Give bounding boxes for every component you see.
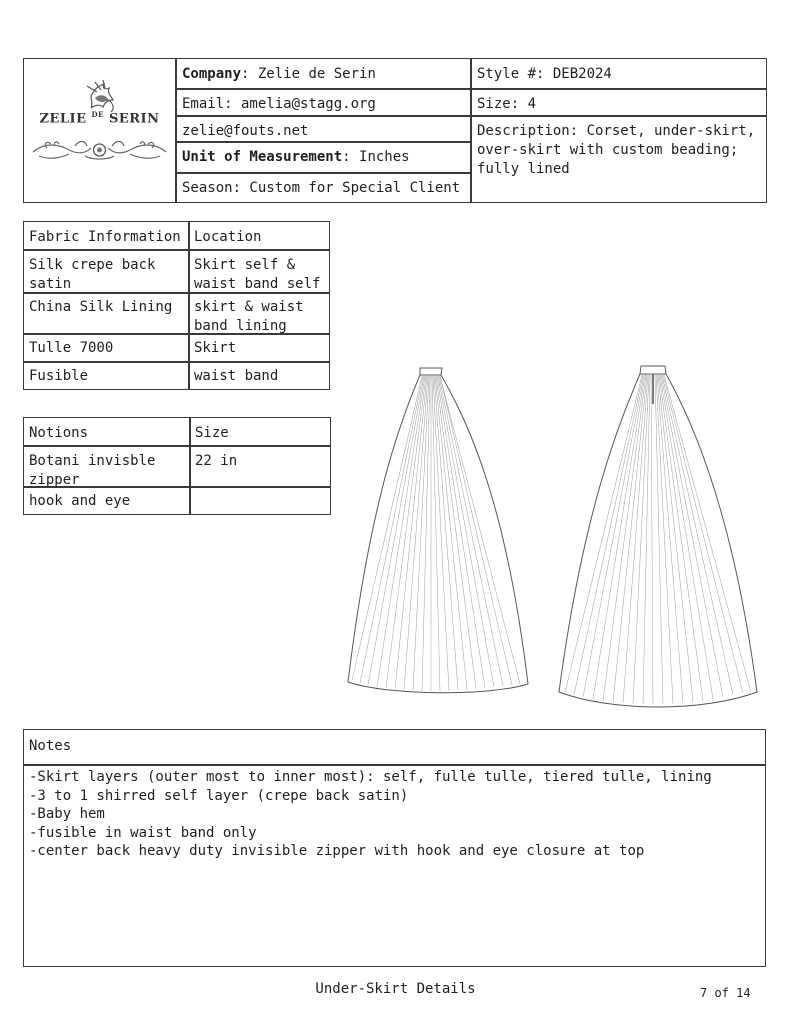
dragon-crest-icon bbox=[25, 60, 174, 201]
notion-size-cell: 22 in bbox=[195, 453, 238, 469]
uom-label: Unit of Measurement bbox=[182, 149, 343, 165]
size-field: Size: 4 bbox=[477, 96, 537, 112]
fabric-cell: Silk crepe back satin bbox=[29, 257, 156, 292]
season-field: Season: Custom for Special Client bbox=[182, 180, 461, 196]
location-cell: Skirt bbox=[194, 340, 237, 356]
page-footer-title: Under-Skirt Details bbox=[315, 981, 476, 997]
brand-name-right: SERIN bbox=[108, 111, 160, 127]
brand-name-de: DE bbox=[91, 110, 104, 119]
note-line: -Baby hem bbox=[29, 806, 105, 822]
fabric-header-location: Location bbox=[194, 229, 262, 245]
description-field: Description: Corset, under-skirt, over-skirt with custom beading; fully lined bbox=[477, 123, 756, 177]
company-value: : Zelie de Serin bbox=[241, 66, 376, 82]
uom-value: : Inches bbox=[342, 149, 410, 165]
fabric-cell: China Silk Lining bbox=[29, 299, 173, 315]
fabric-header-info: Fabric Information bbox=[29, 229, 181, 245]
notions-header-name: Notions bbox=[29, 425, 89, 441]
notes-body bbox=[29, 768, 712, 861]
fabric-cell: Fusible bbox=[29, 368, 89, 384]
notion-size-cell bbox=[190, 488, 330, 496]
fabric-cell: Tulle 7000 bbox=[29, 340, 114, 356]
note-line: -3 to 1 shirred self layer (crepe back satin) bbox=[29, 787, 409, 804]
brand-name-left: ZELIE bbox=[39, 111, 87, 127]
location-cell: waist band bbox=[194, 368, 279, 384]
notion-cell: hook and eye bbox=[29, 493, 131, 509]
note-line: -Skirt layers (outer most to inner most): self, fulle tulle, tiered tulle, lining bbox=[29, 769, 712, 785]
company-label: Company bbox=[182, 66, 242, 82]
email-secondary-field: zelie@fouts.net bbox=[182, 123, 309, 139]
location-cell: Skirt self & waist band self bbox=[194, 257, 321, 292]
style-number: Style #: DEB2024 bbox=[477, 66, 612, 82]
brand-wordmark bbox=[25, 110, 174, 126]
location-cell: skirt & waist band lining bbox=[194, 299, 304, 334]
notion-cell: Botani invisble zipper bbox=[29, 453, 156, 488]
uom-field bbox=[177, 144, 470, 171]
notions-header-size: Size bbox=[195, 425, 229, 441]
skirt-front-icon bbox=[340, 362, 536, 702]
note-line: -center back heavy duty invisible zipper with hook and eye closure at top bbox=[29, 843, 645, 859]
skirt-back-icon bbox=[553, 362, 763, 712]
brand-logo bbox=[25, 60, 174, 201]
note-line: -fusible in waist band only bbox=[29, 824, 257, 841]
company-field bbox=[177, 61, 470, 88]
page-number: 7 of 14 bbox=[700, 986, 751, 1000]
notes-title: Notes bbox=[29, 738, 72, 754]
email-field: Email: amelia@stagg.org bbox=[182, 96, 376, 112]
